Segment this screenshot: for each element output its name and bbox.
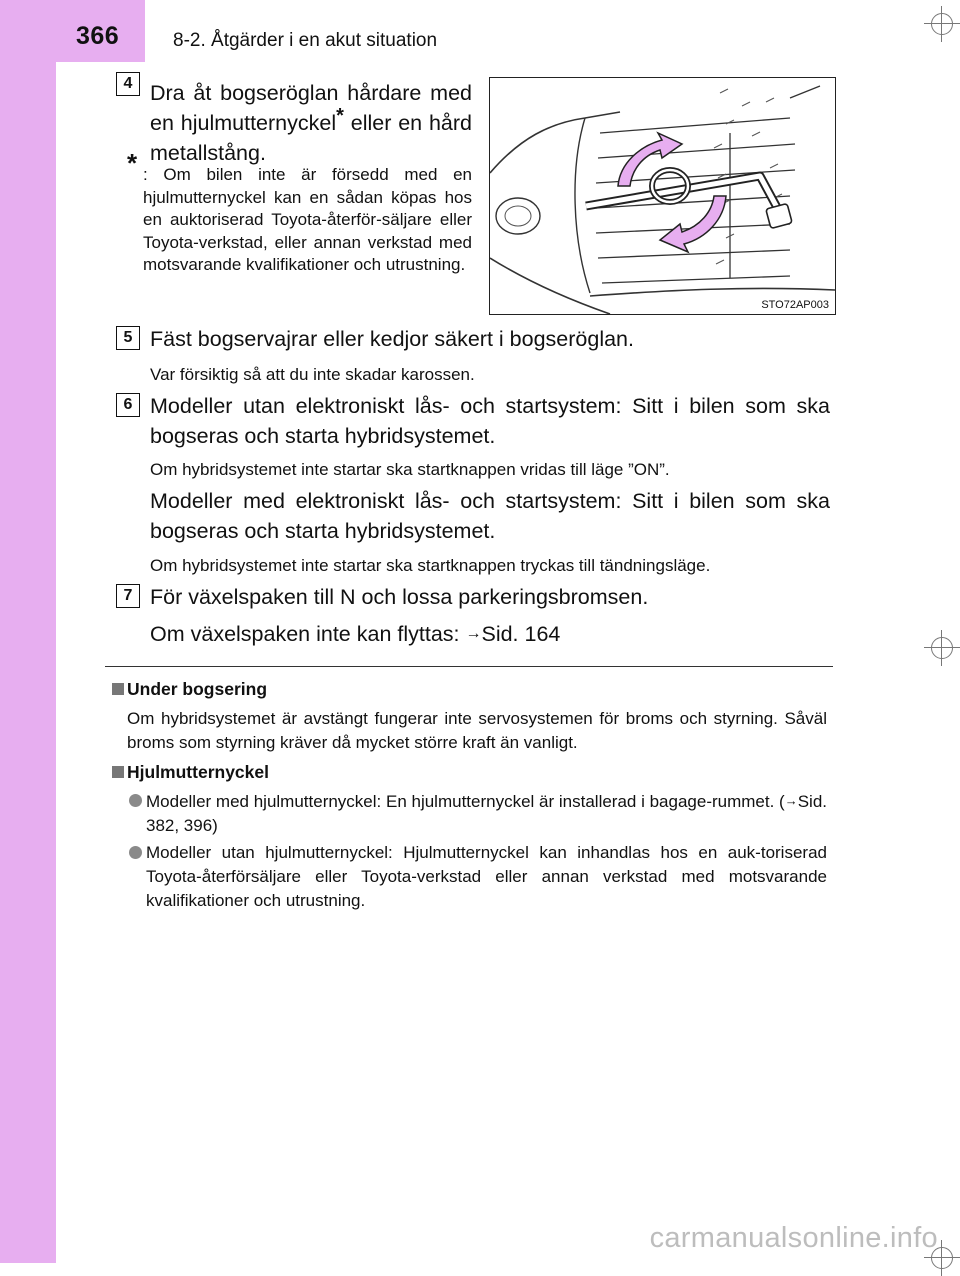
square-bullet-icon	[112, 683, 124, 695]
asterisk-mark: *	[336, 104, 344, 127]
info-heading: Under bogsering	[127, 679, 268, 699]
info-heading: Hjulmutternyckel	[127, 762, 269, 782]
info-body: Om hybridsystemet är avstängt fungerar inte servosystemen för broms och styrning. Såväl broms som styrning kräver då mycket större kraft än vanligt.	[127, 709, 827, 752]
step-text: För växelspaken till N och lossa parkeringsbromsen.	[150, 585, 649, 609]
square-bullet-icon	[112, 766, 124, 778]
step-text: Fäst bogservajrar eller kedjor säkert i bogseröglan.	[150, 327, 634, 351]
round-bullet-icon	[129, 846, 142, 859]
tow-hook-figure	[489, 77, 836, 315]
figure-code: STO72AP003	[761, 299, 829, 311]
round-bullet-icon	[129, 794, 142, 807]
footnote-text: : Om bilen inte är försedd med en hjulmutternyckel kan en sådan köpas hos en auktoriserad Toyota-återför-säljare eller Toyota-verkstad, eller annan verkstad med motsvarande kvalifikationer och utrustning.	[143, 165, 472, 274]
registration-mark-icon	[924, 6, 960, 42]
step-number-badge: 5	[116, 326, 140, 350]
arrow-icon: →	[465, 625, 482, 642]
registration-mark-icon	[924, 630, 960, 666]
header-tab	[0, 0, 145, 62]
step-number-badge: 6	[116, 393, 140, 417]
watermark	[0, 1222, 960, 1263]
step-text: Modeller utan elektroniskt lås- och startsystem: Sitt i bilen som ska bogseras och starta hybridsystemet.	[150, 394, 830, 448]
page-header	[0, 0, 960, 62]
step-note: Var försiktig så att du inte skadar karossen.	[150, 365, 475, 384]
bullet-text: Modeller utan hjulmutternyckel: Hjulmutternyckel kan inhandlas hos en auk-toriserad Toyota-återförsäljare eller Toyota-verkstad eller annan verkstad med motsvarande kvalifikationer och utrustning.	[146, 843, 827, 910]
divider	[105, 666, 833, 667]
step-text-part: eller en hård metallstång.	[150, 111, 473, 165]
step-note: Om hybridsystemet inte startar ska startknappen vridas till läge ”ON”.	[150, 460, 670, 479]
page-reference-link[interactable]: Sid. 382, 396)	[146, 792, 828, 835]
step-text-part: Dra åt bogseröglan hårdare med en hjulmutternyckel	[150, 81, 472, 135]
footnote-mark: *	[127, 148, 138, 178]
watermark-text: carmanualsonline.info	[649, 1222, 938, 1254]
step-text	[150, 78, 472, 168]
step-text: Modeller med elektroniskt lås- och startsystem: Sitt i bilen som ska bogseras och starta hybridsystemet.	[150, 489, 830, 543]
step-number-badge: 7	[116, 584, 140, 608]
page-reference-link[interactable]: Sid. 164	[481, 622, 561, 646]
step-note: Om hybridsystemet inte startar ska startknappen tryckas till tändningsläge.	[150, 556, 711, 575]
bullet-text-part: Modeller med hjulmutternyckel: En hjulmutternyckel är installerad i bagage-rummet. (	[146, 792, 785, 811]
tow-hook-illustration	[490, 78, 835, 314]
arrow-icon: →	[784, 793, 798, 808]
step-number-badge: 4	[116, 72, 140, 96]
step-text-part: Om växelspaken inte kan flyttas:	[150, 622, 466, 646]
side-tab-strip	[0, 0, 56, 1263]
bullet-text	[146, 789, 827, 838]
step-text	[150, 619, 840, 649]
section-title: 8-2. Åtgärder i en akut situation	[173, 30, 438, 51]
page-number: 366	[76, 22, 120, 50]
